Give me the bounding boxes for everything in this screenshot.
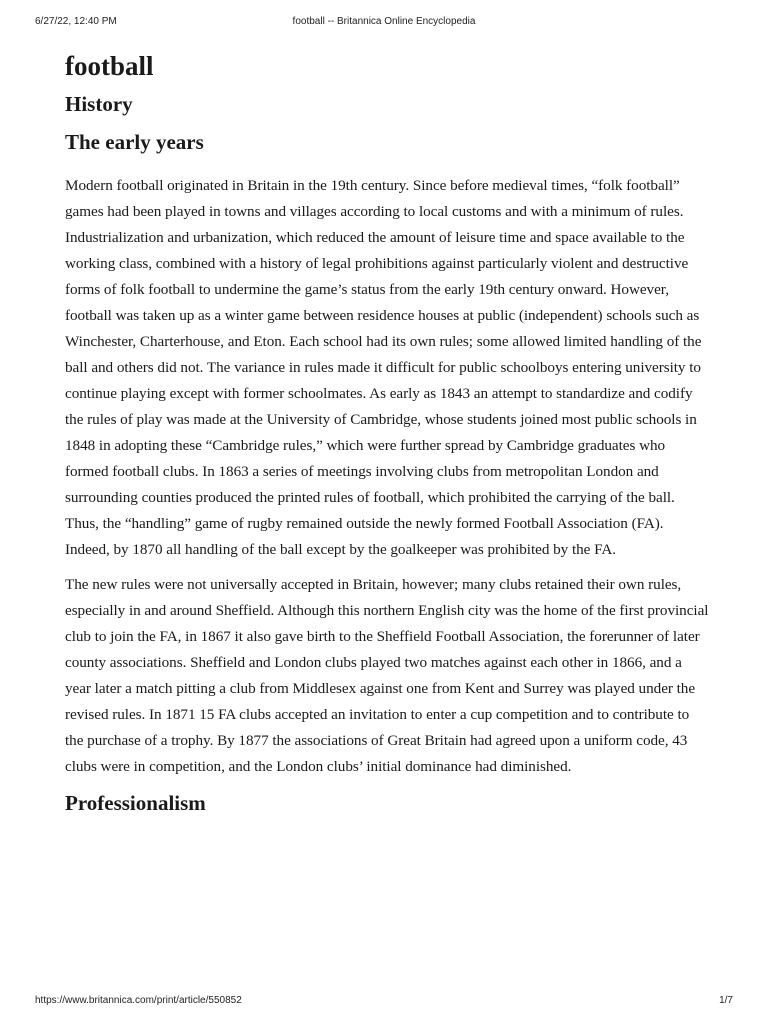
subsection-heading-early-years: The early years [65,130,204,154]
print-url: https://www.britannica.com/print/article/550852 [35,995,242,1006]
article-title: football [65,51,154,81]
article-paragraph: Modern football originated in Britain in the 19th century. Since before medieval times, “folk football” games had been played in towns and villages according to local customs and with a minimum of rules. Industrialization and urbanization, which reduced the amount of leisure time and space available to the working class, combined with a history of legal prohibitions against particularly violent and destructive forms of folk football to undermine the game’s status from the early 19th century onward. However, football was taken up as a winter game between residence houses at public (independent) schools such as Winchester, Charterhouse, and Eton. Each school had its own rules; some allowed limited handling of the ball and others did not. The variance in rules made it difficult for public schoolboys entering university to continue playing except with former schoolmates. As early as 1843 an attempt to standardize and codify the rules of play was made at the University of Cambridge, whose students joined most public schools in 1848 in adopting these “Cambridge rules,” which were further spread by Cambridge graduates who formed football clubs. In 1863 a series of meetings involving clubs from metropolitan London and surrounding counties produced the printed rules of football, which prohibited the carrying of the ball. Thus, the “handling” game of rugby remained outside the newly formed Football Association (FA). Indeed, by 1870 all handling of the ball except by the goalkeeper was prohibited by the FA. [65,177,702,558]
print-datetime: 6/27/22, 12:40 PM [35,16,117,27]
print-page-title: football -- Britannica Online Encyclopedia [292,16,476,27]
section-heading-history: History [65,92,133,116]
print-page-number: 1/7 [719,995,733,1006]
subsection-heading-professionalism: Professionalism [65,791,206,815]
print-footer [35,995,733,1009]
article-paragraph: The new rules were not universally accepted in Britain, however; many clubs retained their own rules, especially in and around Sheffield. Although this northern English city was the home of the first provincial club to join the FA, in 1867 it also gave birth to the Sheffield Football Association, the forerunner of later county associations. Sheffield and London clubs played two matches against each other in 1866, and a year later a match pitting a club from Middlesex against one from Kent and Surrey was played under the revised rules. In 1871 15 FA clubs accepted an invitation to enter a cup competition and to contribute to the purchase of a trophy. By 1877 the associations of Great Britain had agreed upon a uniform code, 43 clubs were in competition, and the London clubs’ initial dominance had diminished. [65,576,709,775]
article [65,48,710,817]
print-header [35,16,733,30]
